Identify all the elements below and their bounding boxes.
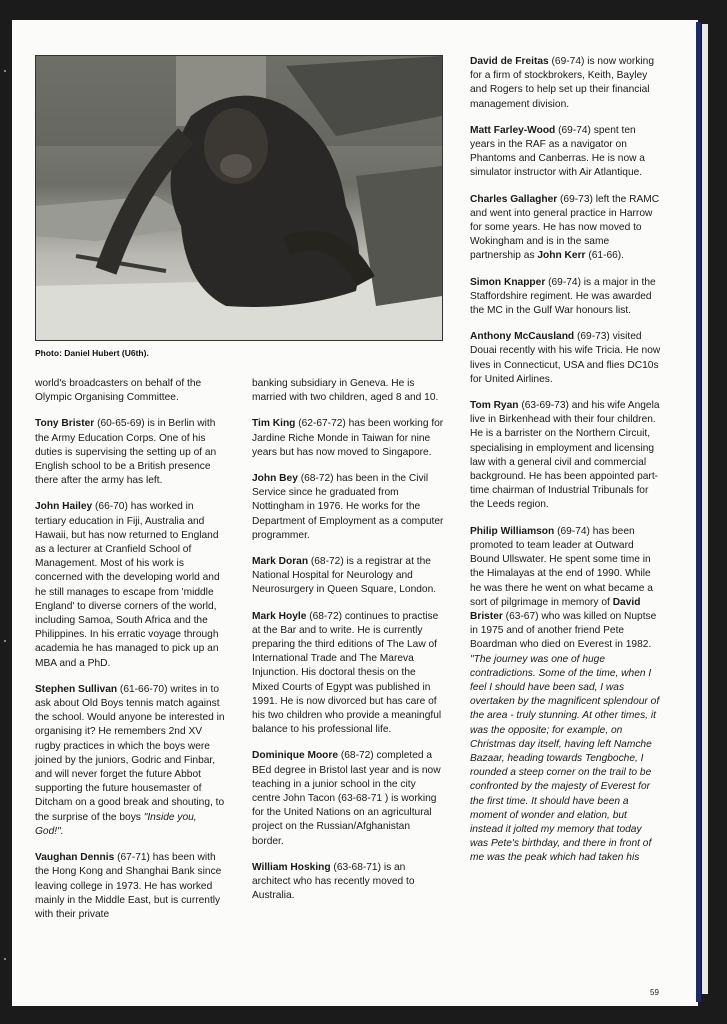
person-name: Simon Knapper: [470, 276, 546, 288]
person-name: Mark Doran: [252, 556, 309, 568]
person-name: David de Freitas: [470, 56, 549, 67]
person-name: Mark Hoyle: [252, 610, 307, 622]
paragraph: [35, 417, 225, 488]
column-2: [252, 377, 444, 916]
paragraph: [35, 683, 225, 839]
person-name: John Kerr: [537, 250, 586, 262]
page-number: 59: [650, 988, 659, 997]
paragraph: [252, 610, 444, 738]
orangutan-photo: [35, 55, 443, 341]
paragraph-text: (62-67-72) has been working for Jardine Riche Monde in Taiwan for nine years but has now moved to Singapore.: [252, 418, 444, 458]
paragraph-text: (63-67) who was killed on Nuptse in 1975 and of another friend Pete Boardman who died on Everest in 1982.: [470, 610, 657, 651]
paragraph-text: (69-74) spent ten years in the RAF as a navigator on Phantoms and Canberras. He is now a simulator instructor with Air Atlantique.: [470, 124, 645, 179]
paragraph: [470, 525, 662, 866]
paragraph: [470, 55, 662, 112]
paragraph-text: (69-74) is now working for a firm of stockbrokers, Keith, Bayley and Rogers to help set up their financial management division.: [470, 56, 655, 110]
paragraph: [252, 555, 444, 598]
paragraph: [252, 417, 444, 460]
paragraph-text: (68-72) completed a BEd degree in Bristol last year and is now teaching in a junior school in the city centre John Tacon (63-68-71 ) is working for the United Nations on an agricultural project on the Russian/Afghanistan border.: [252, 750, 441, 847]
paragraph: [252, 861, 444, 904]
person-name: Philip Williamson: [470, 525, 555, 537]
person-name: David Brister: [470, 596, 641, 622]
person-name: Tony Brister: [35, 418, 95, 430]
binding-mark: [4, 640, 6, 642]
person-name: William Hosking: [252, 861, 331, 873]
paragraph-text: (69-74) is a major in the Staffordshire regiment. He was awarded the MC in the Gulf War honours list.: [470, 276, 656, 317]
binding-mark: [4, 958, 6, 960]
paragraph: [35, 377, 225, 405]
paragraph-text: (69-74) has been promoted to team leader at Outward Bound Ullswater. He spent some time in the Himalayas at the end of 1990. While he was there he went on what became a sort of pilgrimage in memory of: [470, 525, 653, 608]
paragraph: [470, 330, 662, 387]
paragraph-text: (69-73) visited Douai recently with his wife Tricia. He now lives in Connecticut, USA and flies DC10s for United Airlines.: [470, 331, 661, 385]
paragraph-text: (69-73) left the RAMC and went into general practice in Harrow for some years. He has now moved to Wokingham and is in the same partnership as: [470, 193, 660, 262]
paragraph-text: world's broadcasters on behalf of the Olympic Organising Committee.: [35, 378, 202, 404]
paragraph-text: (67-71) has been with the Hong Kong and Shanghai Bank since leaving college in 1973. He has worked mainly in the Middle East, but is currently with their private: [35, 852, 222, 920]
paragraph: [252, 749, 444, 848]
paragraph: [252, 377, 444, 405]
person-name: John Bey: [252, 473, 298, 485]
person-name: Charles Gallagher: [470, 193, 558, 205]
person-name: Dominique Moore: [252, 750, 339, 762]
person-name: Matt Farley-Wood: [470, 124, 556, 136]
paragraph-text: (63-69-73) and his wife Angela live in Birkenhead with their four children. He is a barrister on the Northern Circuit, specialising in employment and licensing law with a general civil and commercial background. He has been appointed part-time chairman of Industrial Tribunals for the Leeds region.: [470, 400, 660, 511]
paragraph: [252, 472, 444, 543]
person-name: Vaughan Dennis: [35, 852, 115, 864]
paragraph-text: (61-66-70) writes in to ask about Old Boys tennis match against the school. Would anyone be interested in organising it? He remembers 2nd XV rugby practices in which the boys were joined by the juniors, Godric and Finbar, and will never forget the future Abbot supporting the future housemaster of Ditcham on a good break and shouting, to the surprise of the boys: [35, 683, 225, 823]
binding-mark: [4, 70, 6, 72]
paragraph: [470, 399, 662, 513]
paragraph-text: (66-70) has worked in tertiary education in Fiji, Australia and Hawaii, but has now returned to England as a lecturer at Cranfield School of Management. Most of his work is concerned with the developing world and he still manages to escape from 'middle England' to diverse corners of the world, including Samoa, South Africa and the Philippines. In his erratic voyage through academia he has managed to pick up an MBA and a PhD.: [35, 501, 220, 669]
paragraph-text: (68-72) continues to practise at the Bar and to write. He is currently preparing the third editions of The Law of International Trade and The Mareva Injunction. His doctoral thesis on the Mixed Courts of Egypt was published in 1991. He is now divorced but has care of his two children who provide a meaningful balance to his professional life.: [252, 610, 442, 736]
paragraph: [35, 500, 225, 670]
person-name: Tom Ryan: [470, 400, 519, 412]
paragraph-text: (60-65-69) is in Berlin with the Army Education Corps. One of his duties is supervising the setting up of an English school to be a British presence there after the army has left.: [35, 418, 217, 487]
paragraph-text: (61-66).: [585, 250, 625, 262]
paragraph: [470, 193, 662, 264]
paragraph-text: (68-72) has been in the Civil Service since he graduated from Nottingham in 1976. He works for the Department of Employment as a computer programmer.: [252, 473, 444, 541]
paragraph: [35, 851, 225, 922]
page-edge-white: [702, 24, 708, 994]
quote-text: "Inside you, God!".: [35, 811, 197, 837]
person-name: John Hailey: [35, 501, 93, 513]
column-3: [470, 55, 662, 878]
column-1: [35, 377, 225, 934]
quote-text: "The journey was one of huge contradictions. Some of the time, when I feel I should have been sad, I was overtaken by the magnificent splendour of the area - truly stunning. At other times, it was the opposite; for example, on Christmas day itself, having left Namche Bazaar, heading towards Tengboche, I rounded a steep corner on the trail to be confronted by the majesty of Everest for the first time. It should have been a moment of wonder and elation, but instead it jolted my memory that today was Pete's birthday, and there in front of me was the peak which had taken his: [470, 653, 660, 864]
paragraph-text: (63-68-71) is an architect who has recently moved to Australia.: [252, 861, 415, 902]
paragraph: [470, 276, 662, 319]
person-name: Stephen Sullivan: [35, 683, 118, 695]
person-name: Tim King: [252, 418, 296, 430]
paragraph: [470, 124, 662, 181]
page-edge-blue: [696, 22, 701, 1002]
paragraph-text: banking subsidiary in Geneva. He is married with two children, aged 8 and 10.: [252, 378, 439, 404]
paragraph-text: (68-72) is a registrar at the National Hospital for Neurology and Neurosurgery in Queen Square, London.: [252, 556, 437, 596]
photo-caption: Photo: Daniel Hubert (U6th).: [35, 348, 149, 358]
person-name: Anthony McCausland: [470, 331, 575, 343]
